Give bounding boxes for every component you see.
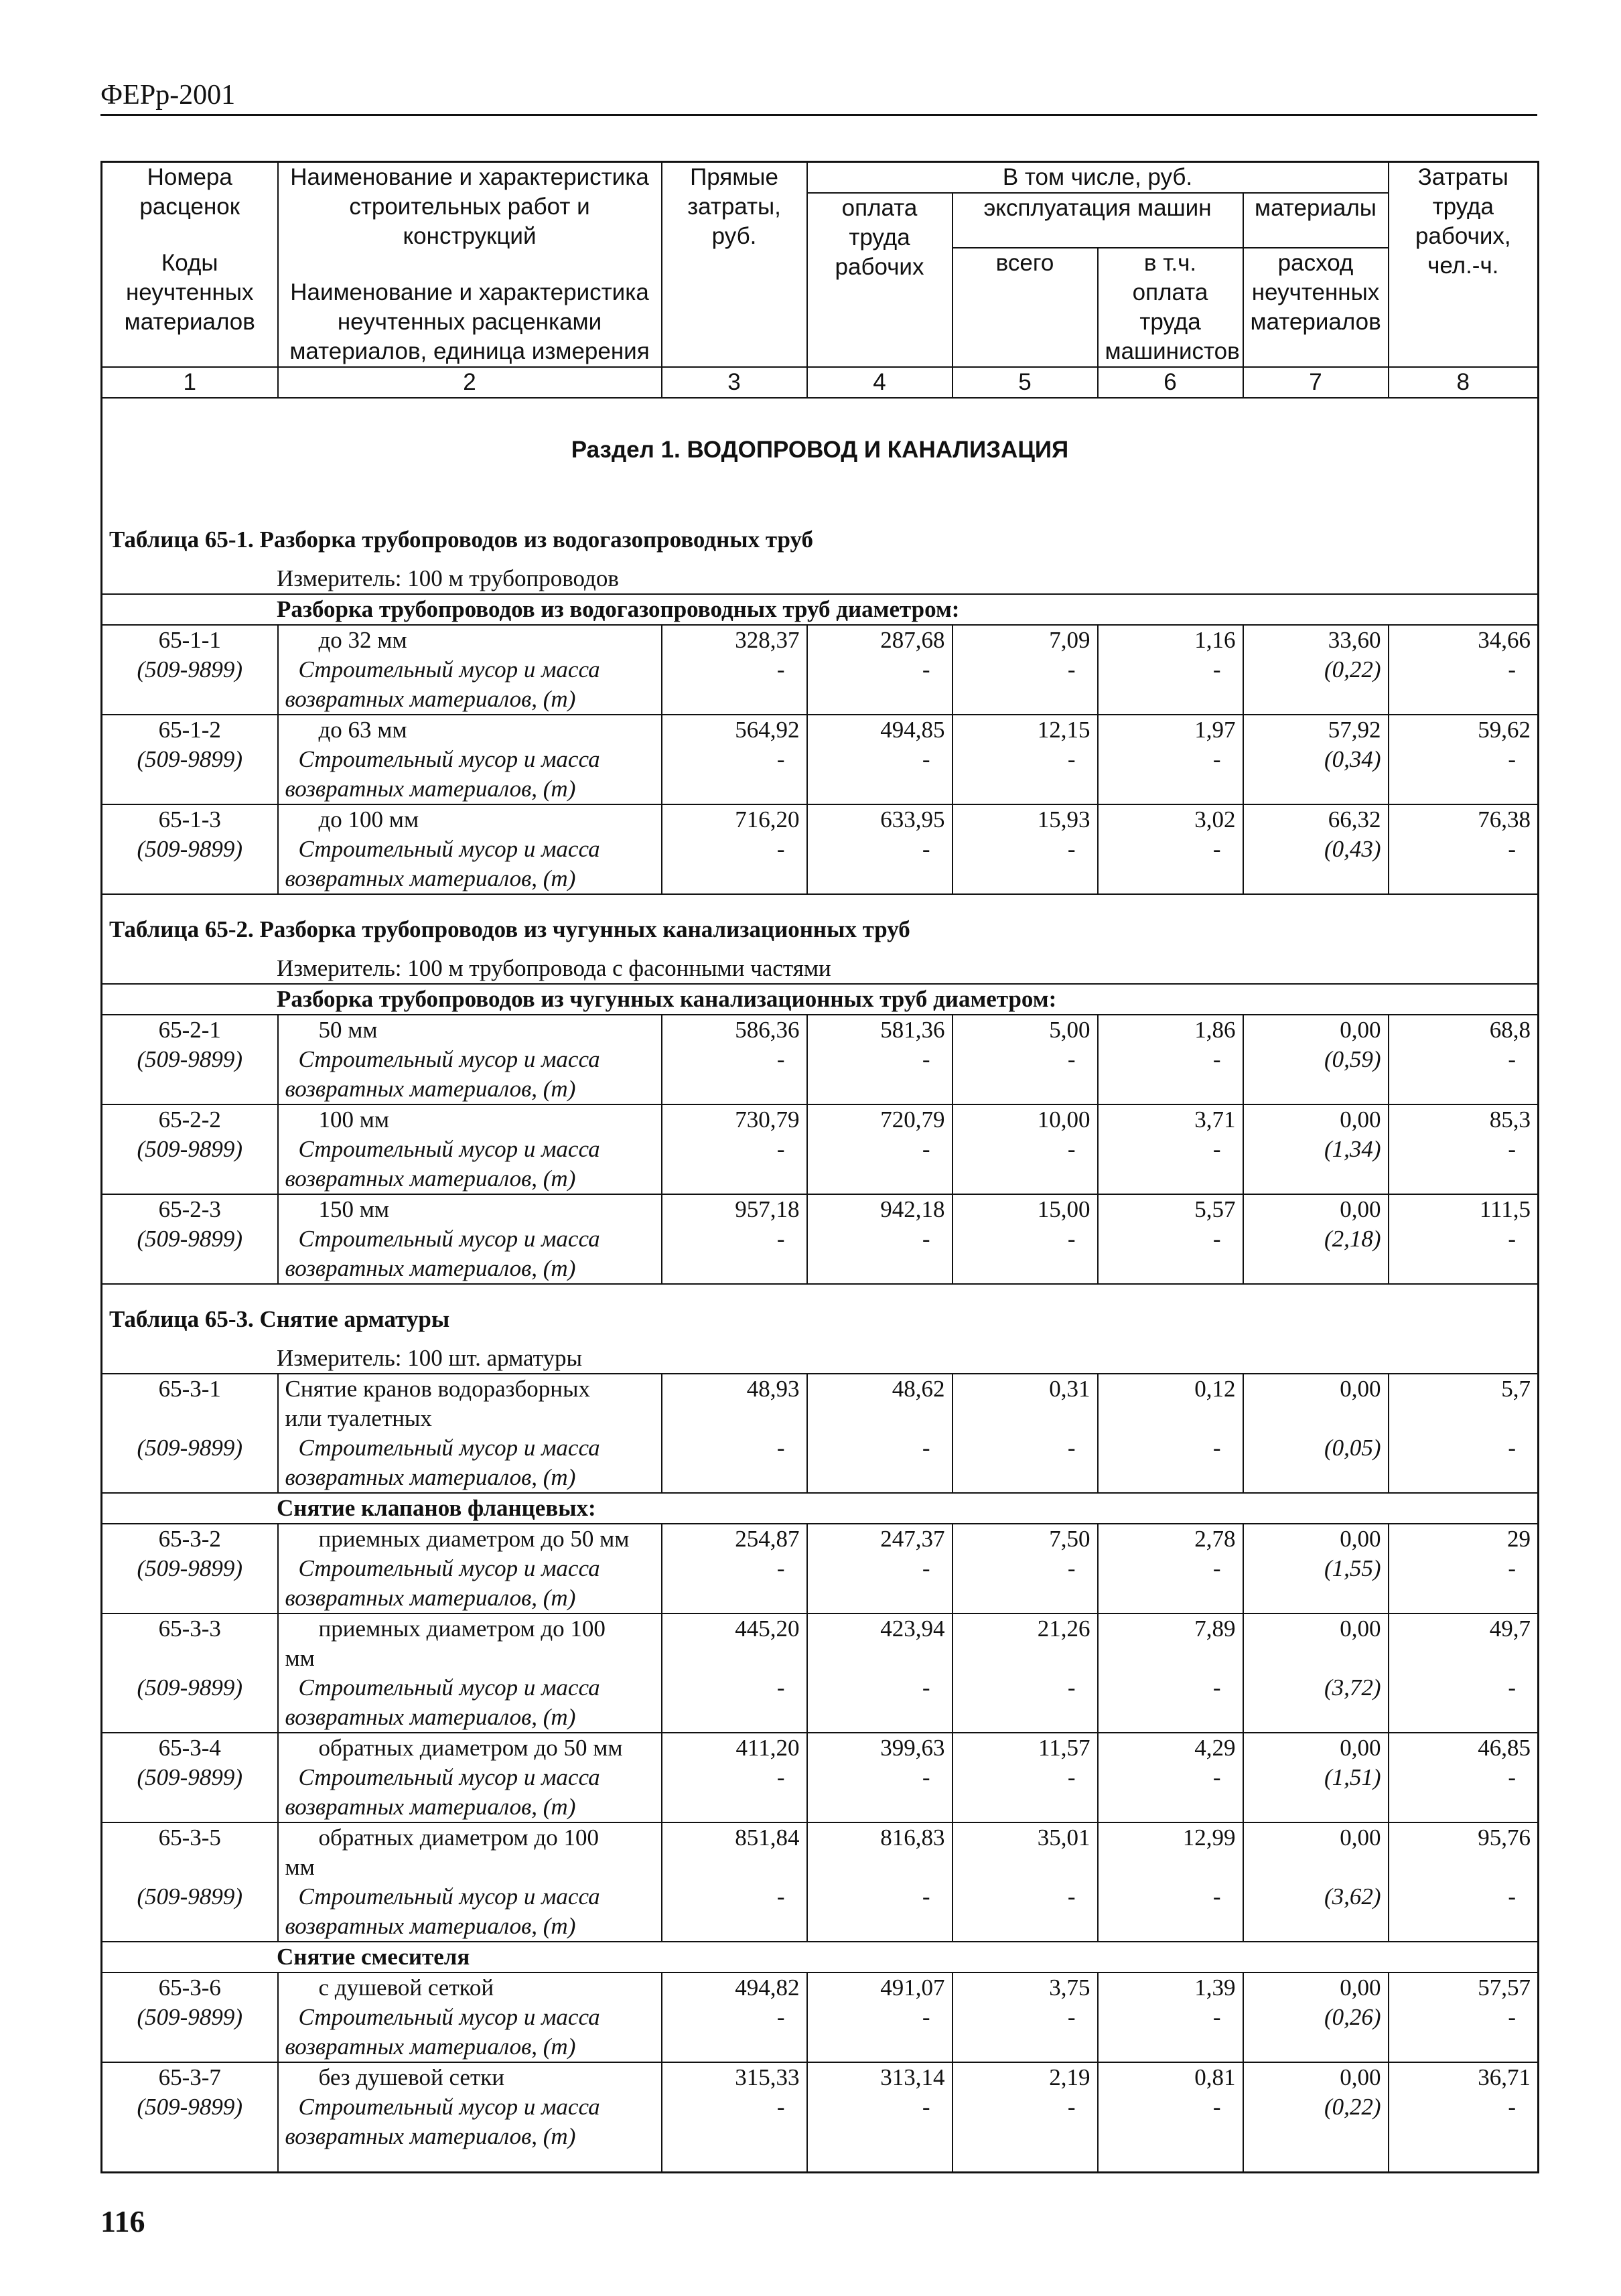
col-num-5: 5 [953,367,1098,398]
column-numbers-row [102,367,1539,398]
table-row: 65-2-1 (509-9899) 50 мм Строительный мусор и масса возвратных материалов, (т) 586,36 - 581,36 - 5,00 - 1,86 - 0,00 (0,59) 68,8 - [102,1015,1539,1104]
meter-65-2: Измеритель: 100 м трубопровода с фасонными частями [102,954,1539,984]
col-8-header: Затраты труда рабочих, чел.-ч. [1389,162,1539,368]
col-num-7: 7 [1243,367,1389,398]
col-num-6: 6 [1098,367,1243,398]
col-6-header: в т.ч. оплата труда машинистов [1098,248,1243,367]
table-row: 65-2-3 (509-9899) 150 мм Строительный мусор и масса возвратных материалов, (т) 957,18 - 942,18 - 15,00 - 5,57 - 0,00 (2,18) 111,5 - [102,1194,1539,1284]
table-row: 65-3-6 (509-9899) с душевой сеткой Строительный мусор и масса возвратных материалов, (т) 494,82 - 491,07 - 3,75 - 1,39 - 0,00 (0,26) 57,57 - [102,1972,1539,2062]
col-num-1: 1 [102,367,278,398]
table-title-65-3: Таблица 65-3. Снятие арматуры [102,1284,1539,1344]
col-5-header: всего [953,248,1098,367]
table-title-65-2: Таблица 65-2. Разборка трубопроводов из чугунных канализационных труб [102,894,1539,954]
table-row: 65-3-2 (509-9899) приемных диаметром до 50 мм Строительный мусор и масса возвратных материалов, (т) 254,87 - 247,37 - 7,50 - 2,78 - 0,00 (1,55) 29 - [102,1524,1539,1613]
page-number: 116 [100,2204,145,2238]
table-row: 65-3-3 (509-9899) приемных диаметром до 100 мм Строительный мусор и масса возвратных материалов, (т) 445,20 - 423,94 - 21,26 - 7,89 - 0,00 (3,72) 49,7 - [102,1613,1539,1733]
group-head-valves: Снятие клапанов фланцевых: [102,1493,1539,1524]
col-num-4: 4 [807,367,953,398]
group-head-mixers: Снятие смесителя [102,1942,1539,1972]
col-3-header: Прямые затраты, руб. [662,162,807,368]
rates-table [100,161,1539,2173]
col-1-header: Номера расценок Коды неучтенных материалов [102,162,278,368]
section-title: Раздел 1. ВОДОПРОВОД И КАНАЛИЗАЦИЯ [571,437,1069,463]
table-bottom-spacer [102,2151,1539,2173]
table-row: 65-3-1 (509-9899) Снятие кранов водоразборных или туалетных Строительный мусор и масса возвратных материалов, (т) 48,93 - 48,62 - 0,31 - 0,12 - 0,00 (0,05) 5,7 - [102,1374,1539,1493]
page-header: ФЕРр-2001 [100,80,236,111]
incl-header: В том числе, руб. [807,162,1389,194]
table-row: 65-1-1 (509-9899) до 32 мм Строительный мусор и масса возвратных материалов, (т) 328,37 - 287,68 - 7,09 - 1,16 - 33,60 (0,22) 34,66 - [102,625,1539,715]
col-4-header: оплата труда рабочих [807,193,953,367]
table-row: 65-3-4 (509-9899) обратных диаметром до 50 мм Строительный мусор и масса возвратных материалов, (т) 411,20 - 399,63 - 11,57 - 4,29 - 0,00 (1,51) 46,85 - [102,1733,1539,1822]
table-row: 65-1-2 (509-9899) до 63 мм Строительный мусор и масса возвратных материалов, (т) 564,92 - 494,85 - 12,15 - 1,97 - 57,92 (0,34) 59,62 - [102,715,1539,804]
col-2-header: Наименование и характеристика строительных работ и конструкций Наименование и характеристика неучтенных расценками материалов, единица измерения [278,162,662,368]
machines-header: эксплуатация машин [953,193,1243,248]
table-row: 65-1-3 (509-9899) до 100 мм Строительный мусор и масса возвратных материалов, (т) 716,20 - 633,95 - 15,93 - 3,02 - 66,32 (0,43) 76,38 - [102,804,1539,894]
meter-65-1: Измеритель: 100 м трубопроводов [102,564,1539,594]
group-head-65-1: Разборка трубопроводов из водогазопроводных труб диаметром: [102,594,1539,625]
header-rule [100,114,1537,116]
col-num-2: 2 [278,367,662,398]
col-num-8: 8 [1389,367,1539,398]
table-row: 65-2-2 (509-9899) 100 мм Строительный мусор и масса возвратных материалов, (т) 730,79 - 720,79 - 10,00 - 3,71 - 0,00 (1,34) 85,3 - [102,1104,1539,1194]
materials-header: материалы [1243,193,1389,248]
table-title-65-1: Таблица 65-1. Разборка трубопроводов из водогазопроводных труб [109,526,814,553]
table-row: 65-3-5 (509-9899) обратных диаметром до 100 мм Строительный мусор и масса возвратных материалов, (т) 851,84 - 816,83 - 35,01 - 12,99 - 0,00 (3,62) 95,76 - [102,1822,1539,1942]
table-row: 65-3-7 (509-9899) без душевой сетки Строительный мусор и масса возвратных материалов, (т) 315,33 - 313,14 - 2,19 - 0,81 - 0,00 (0,22) 36,71 - [102,2062,1539,2151]
col-7-header: расход неучтенных материалов [1243,248,1389,367]
header-row-1 [102,162,1539,194]
meter-65-3: Измеритель: 100 шт. арматуры [102,1344,1539,1374]
col-num-3: 3 [662,367,807,398]
group-head-65-2: Разборка трубопроводов из чугунных канализационных труб диаметром: [102,984,1539,1015]
